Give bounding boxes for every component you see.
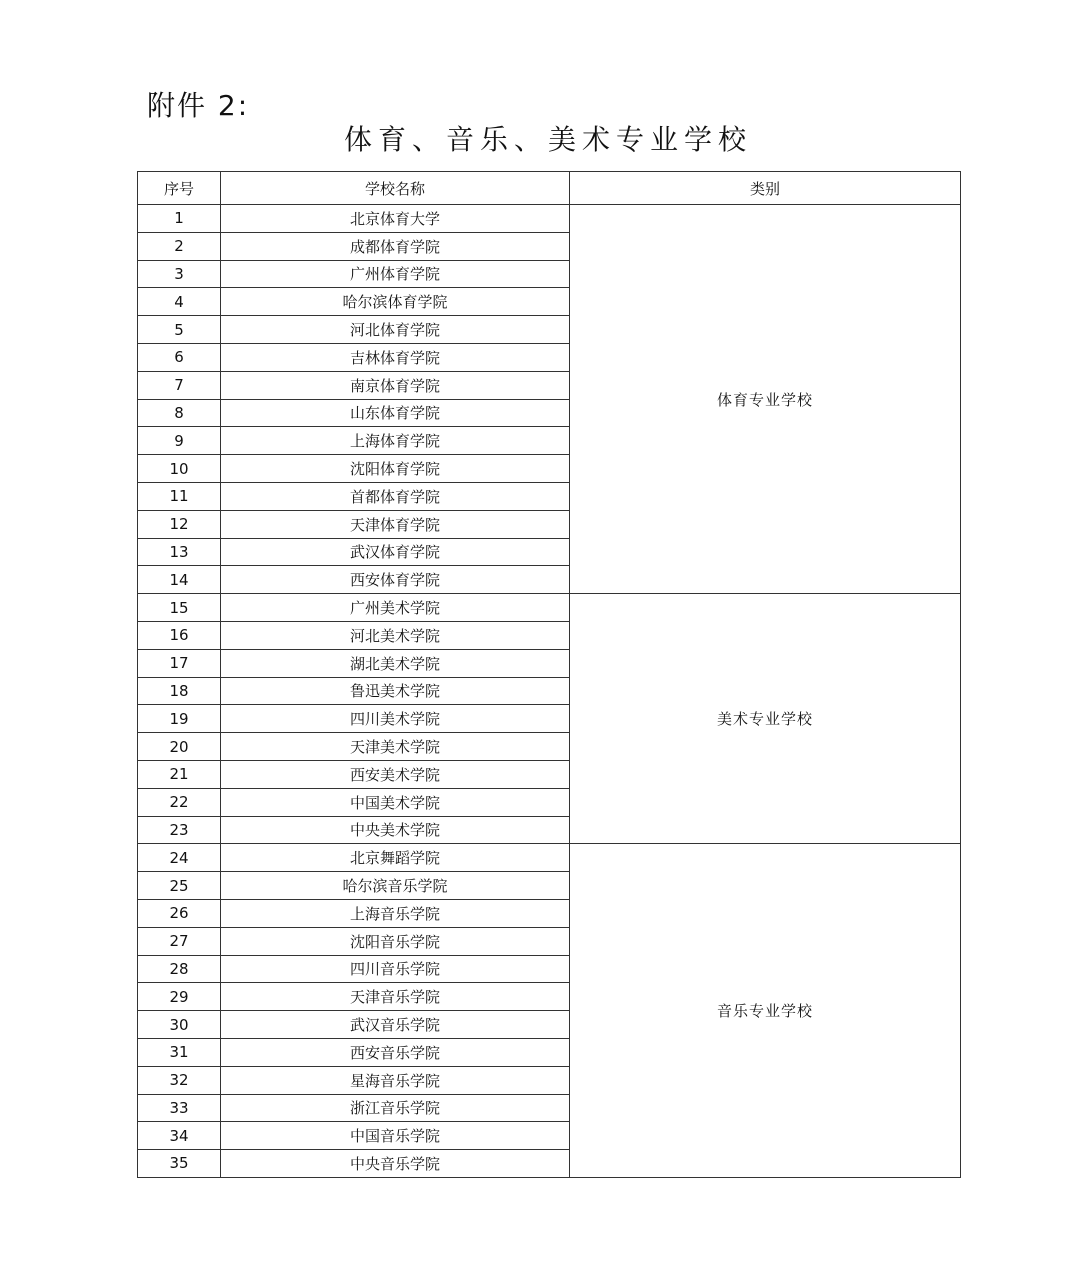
row-index: 32 xyxy=(138,1066,221,1094)
table-body xyxy=(138,205,961,1178)
school-name: 中国美术学院 xyxy=(221,788,570,816)
school-name: 成都体育学院 xyxy=(221,232,570,260)
page-title: 体育、音乐、美术专业学校 xyxy=(343,123,752,156)
school-name: 南京体育学院 xyxy=(221,371,570,399)
schools-table xyxy=(137,171,961,1178)
row-index: 3 xyxy=(138,260,221,288)
table-row xyxy=(138,205,961,233)
row-index: 27 xyxy=(138,927,221,955)
school-name: 首都体育学院 xyxy=(221,482,570,510)
row-index: 18 xyxy=(138,677,221,705)
row-index: 19 xyxy=(138,705,221,733)
school-name: 武汉体育学院 xyxy=(221,538,570,566)
row-index: 8 xyxy=(138,399,221,427)
row-index: 22 xyxy=(138,788,221,816)
row-index: 10 xyxy=(138,455,221,483)
school-name: 河北体育学院 xyxy=(221,316,570,344)
school-name: 浙江音乐学院 xyxy=(221,1094,570,1122)
row-index: 2 xyxy=(138,232,221,260)
school-name: 沈阳体育学院 xyxy=(221,455,570,483)
school-name: 中央美术学院 xyxy=(221,816,570,844)
school-name: 中国音乐学院 xyxy=(221,1122,570,1150)
row-index: 24 xyxy=(138,844,221,872)
header-category: 类别 xyxy=(570,172,961,205)
row-index: 34 xyxy=(138,1122,221,1150)
school-name: 天津音乐学院 xyxy=(221,983,570,1011)
row-index: 28 xyxy=(138,955,221,983)
school-name: 星海音乐学院 xyxy=(221,1066,570,1094)
row-index: 11 xyxy=(138,482,221,510)
category-cell: 体育专业学校 xyxy=(570,205,961,594)
school-name: 四川美术学院 xyxy=(221,705,570,733)
school-name: 北京舞蹈学院 xyxy=(221,844,570,872)
category-cell: 美术专业学校 xyxy=(570,594,961,844)
school-name: 广州体育学院 xyxy=(221,260,570,288)
school-name: 武汉音乐学院 xyxy=(221,1011,570,1039)
school-name: 沈阳音乐学院 xyxy=(221,927,570,955)
row-index: 23 xyxy=(138,816,221,844)
header-school-name: 学校名称 xyxy=(221,172,570,205)
attachment-label: 附件 2: xyxy=(147,89,250,122)
row-index: 31 xyxy=(138,1038,221,1066)
school-name: 吉林体育学院 xyxy=(221,343,570,371)
header-index: 序号 xyxy=(138,172,221,205)
row-index: 26 xyxy=(138,899,221,927)
table-header-row xyxy=(138,172,961,205)
school-name: 河北美术学院 xyxy=(221,621,570,649)
school-name: 山东体育学院 xyxy=(221,399,570,427)
school-name: 中央音乐学院 xyxy=(221,1150,570,1178)
row-index: 35 xyxy=(138,1150,221,1178)
row-index: 5 xyxy=(138,316,221,344)
table-row xyxy=(138,594,961,622)
school-name: 天津美术学院 xyxy=(221,733,570,761)
school-name: 上海音乐学院 xyxy=(221,899,570,927)
school-name: 西安体育学院 xyxy=(221,566,570,594)
school-name: 北京体育大学 xyxy=(221,205,570,233)
school-name: 四川音乐学院 xyxy=(221,955,570,983)
row-index: 6 xyxy=(138,343,221,371)
row-index: 30 xyxy=(138,1011,221,1039)
school-name: 上海体育学院 xyxy=(221,427,570,455)
row-index: 13 xyxy=(138,538,221,566)
school-name: 哈尔滨体育学院 xyxy=(221,288,570,316)
row-index: 21 xyxy=(138,760,221,788)
category-cell: 音乐专业学校 xyxy=(570,844,961,1178)
school-name: 天津体育学院 xyxy=(221,510,570,538)
school-name: 鲁迅美术学院 xyxy=(221,677,570,705)
row-index: 7 xyxy=(138,371,221,399)
row-index: 16 xyxy=(138,621,221,649)
row-index: 9 xyxy=(138,427,221,455)
row-index: 12 xyxy=(138,510,221,538)
school-name: 西安美术学院 xyxy=(221,760,570,788)
row-index: 20 xyxy=(138,733,221,761)
row-index: 33 xyxy=(138,1094,221,1122)
row-index: 17 xyxy=(138,649,221,677)
row-index: 15 xyxy=(138,594,221,622)
row-index: 4 xyxy=(138,288,221,316)
row-index: 29 xyxy=(138,983,221,1011)
row-index: 14 xyxy=(138,566,221,594)
school-name: 西安音乐学院 xyxy=(221,1038,570,1066)
row-index: 25 xyxy=(138,872,221,900)
school-name: 广州美术学院 xyxy=(221,594,570,622)
school-name: 哈尔滨音乐学院 xyxy=(221,872,570,900)
row-index: 1 xyxy=(138,205,221,233)
school-name: 湖北美术学院 xyxy=(221,649,570,677)
table-row xyxy=(138,844,961,872)
